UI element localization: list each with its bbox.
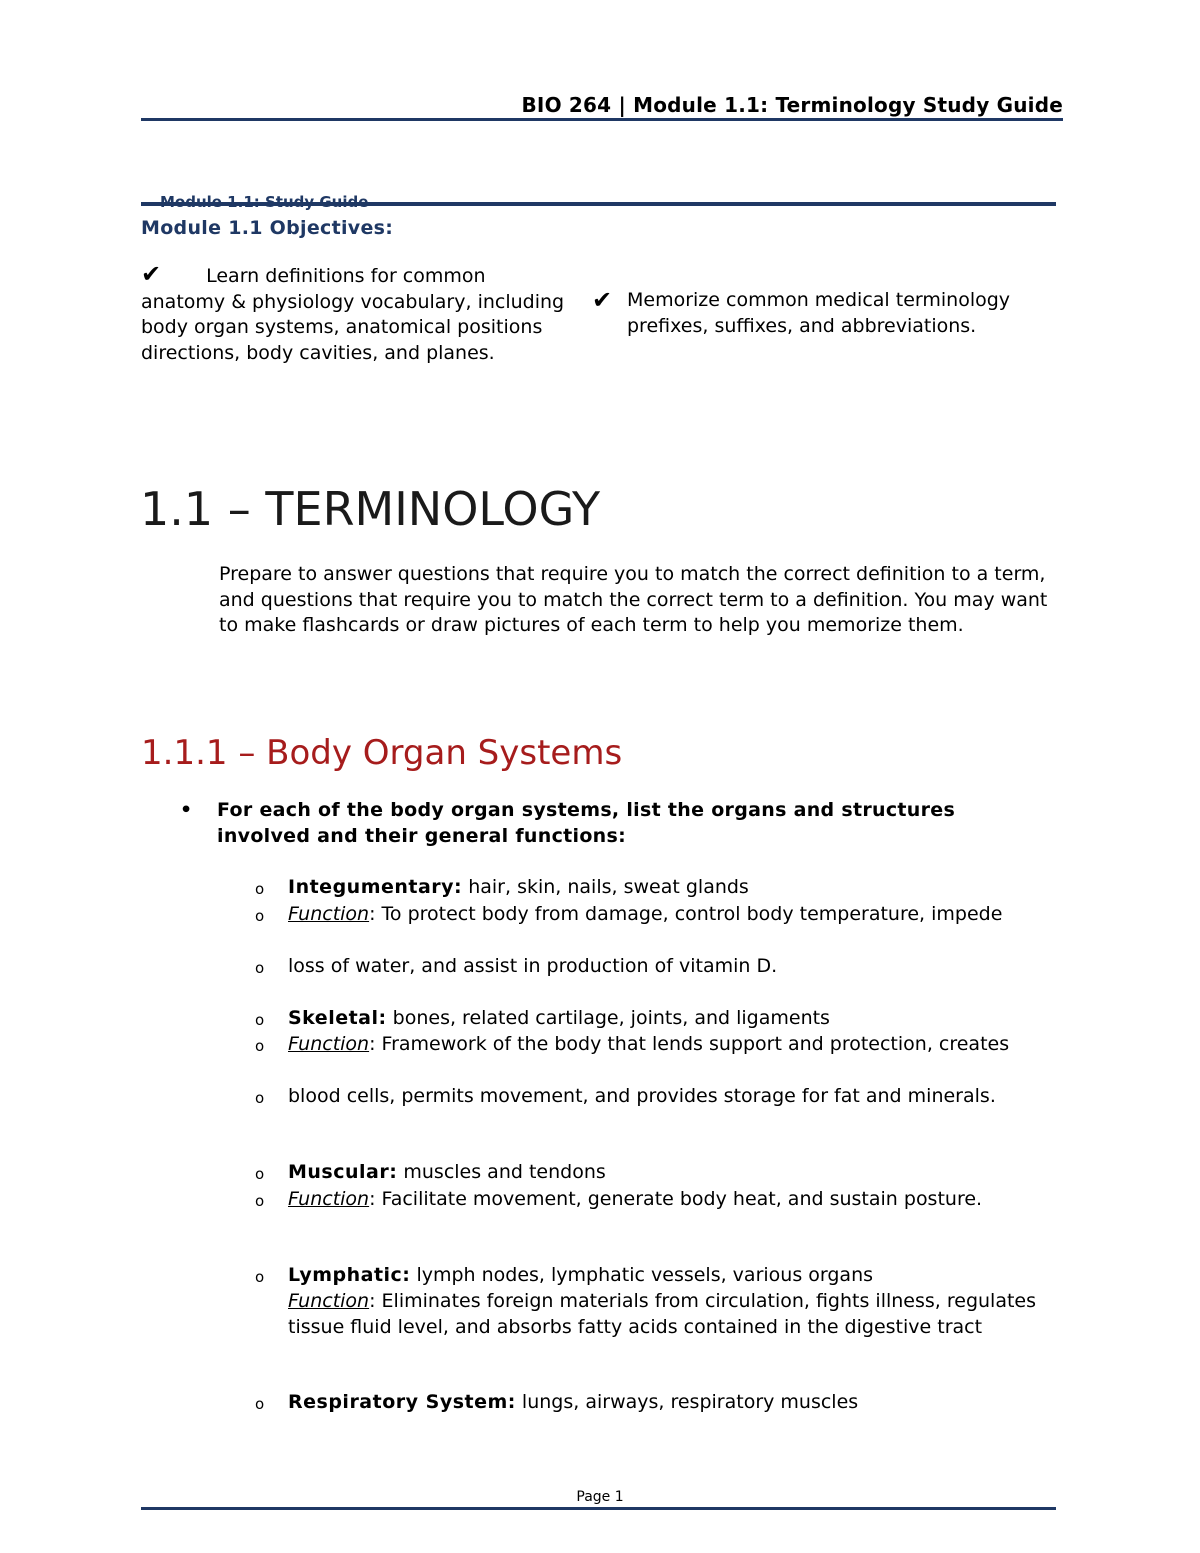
function-text: : Framework of the body that lends support and protection, creates [369, 1033, 1010, 1055]
list-item-skeletal-function-cont [255, 1083, 1055, 1109]
list-item-integumentary-organs [255, 874, 1055, 900]
page-number: Page 1 [576, 1489, 624, 1505]
instruction-bullet [180, 798, 1050, 849]
intro-paragraph: Prepare to answer questions that require you to match the correct definition to a term, and questions that require you to match the correct term to a definition. You may want to make flashcards or draw pictures of each term to help you memorize them. [219, 563, 1048, 636]
objectives-title: Module 1.1 Objectives: [141, 217, 394, 239]
function-label: Function [288, 903, 370, 925]
function-text: : To protect body from damage, control body temperature, impede [369, 903, 1003, 925]
list-item-muscular-function [255, 1186, 1055, 1212]
sub-bullet-icon: o [255, 1165, 265, 1183]
checkmark-icon: ✔ [592, 286, 613, 314]
system-name: Muscular: [288, 1161, 398, 1183]
sub-bullet-icon: o [255, 959, 265, 977]
list-item-integumentary-function [255, 901, 1055, 927]
bullet-icon: • [180, 799, 193, 821]
footer-divider [141, 1507, 1056, 1510]
sub-bullet-icon: o [255, 1037, 265, 1055]
sub-bullet-icon: o [255, 1268, 265, 1286]
objective-text: Learn definitions for common anatomy & physiology vocabulary, including body organ systems, anatomical positions directions, body cavities, and planes. [141, 265, 565, 364]
list-item-integumentary-function-cont [255, 953, 1055, 979]
list-item-skeletal-organs [255, 1005, 1055, 1031]
system-organs: muscles and tendons [397, 1161, 606, 1183]
sub-bullet-icon: o [255, 880, 265, 898]
function-text: : Eliminates foreign materials from circulation, fights illness, regulates tissue fluid level, and absorbs fatty acids contained in the digestive tract [288, 1290, 1037, 1338]
system-organs: lungs, airways, respiratory muscles [515, 1391, 859, 1413]
function-label: Function [288, 1033, 370, 1055]
sub-bullet-icon: o [255, 1192, 265, 1210]
objective-text: Memorize common medical terminology prefixes, suffixes, and abbreviations. [627, 289, 1011, 337]
function-text: : Facilitate movement, generate body heat, and sustain posture. [369, 1188, 983, 1210]
document-header-title: BIO 264 | Module 1.1: Terminology Study Guide [521, 93, 1063, 117]
system-organs: bones, related cartilage, joints, and ligaments [386, 1007, 830, 1029]
list-item-lymphatic [255, 1262, 1055, 1340]
function-text: blood cells, permits movement, and provides storage for fat and minerals. [288, 1085, 996, 1107]
function-label: Function [288, 1188, 370, 1210]
section-label: Module 1.1: Study Guide [160, 193, 369, 211]
instruction-text: For each of the body organ systems, list the organs and structures involved and their general functions: [217, 799, 956, 847]
objective-item [141, 262, 571, 366]
subsection-heading: 1.1.1 – Body Organ Systems [141, 733, 623, 773]
sub-bullet-icon: o [255, 1089, 265, 1107]
header-divider [141, 118, 1063, 121]
system-name: Integumentary: [288, 876, 463, 898]
sub-bullet-icon: o [255, 1011, 265, 1029]
system-name: Skeletal: [288, 1007, 387, 1029]
system-organs: hair, skin, nails, sweat glands [462, 876, 749, 898]
system-organs: lymph nodes, lymphatic vessels, various organs [410, 1264, 874, 1286]
system-name: Respiratory System: [288, 1391, 516, 1413]
checkmark-icon: ✔ [141, 260, 162, 288]
section-heading: 1.1 – TERMINOLOGY [140, 482, 601, 536]
list-item-skeletal-function [255, 1031, 1055, 1057]
sub-bullet-icon: o [255, 907, 265, 925]
function-label: Function [288, 1290, 370, 1312]
list-item-muscular-organs [255, 1159, 1055, 1185]
system-name: Lymphatic: [288, 1264, 411, 1286]
function-text: loss of water, and assist in production of vitamin D. [288, 955, 778, 977]
list-item-respiratory [255, 1389, 1055, 1415]
objective-item [592, 288, 1032, 339]
sub-bullet-icon: o [255, 1395, 265, 1413]
